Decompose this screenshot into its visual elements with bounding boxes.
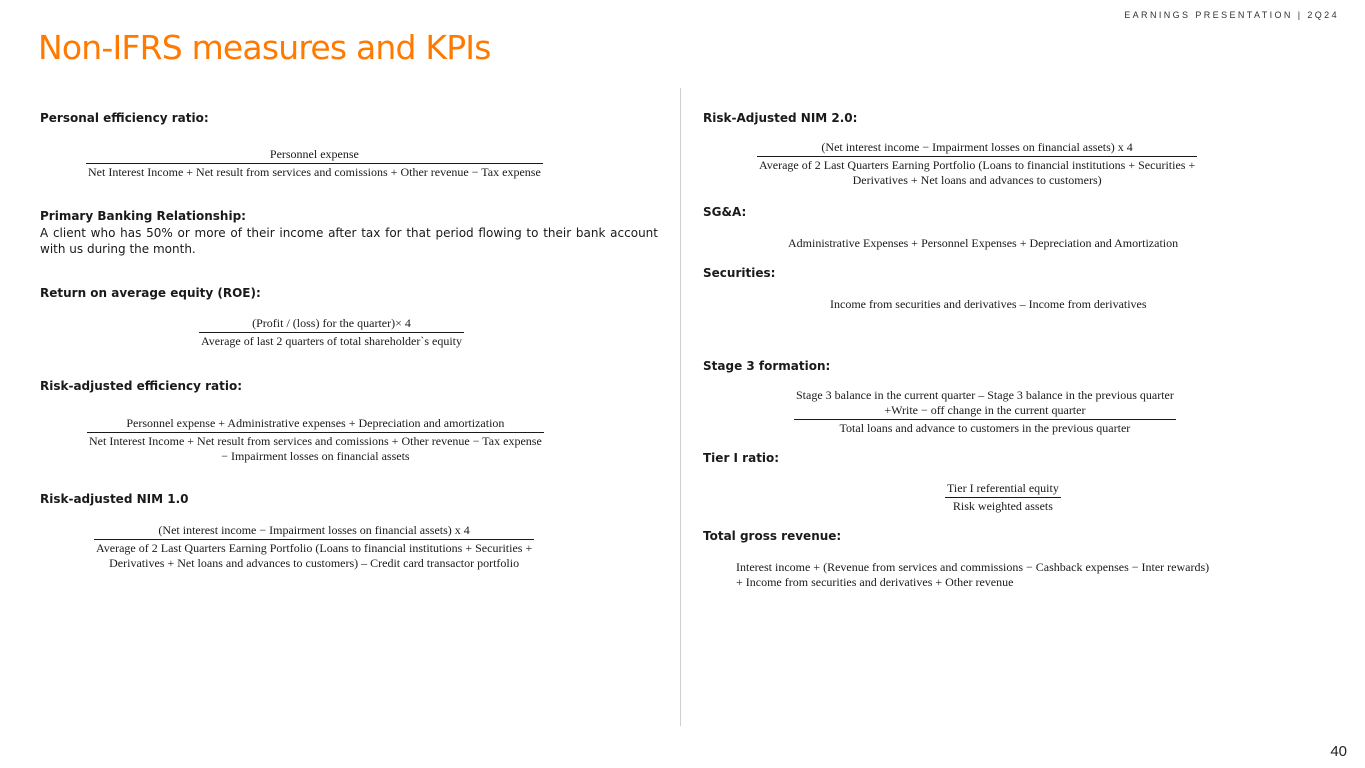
formula-numerator: (Profit / (loss) for the quarter)× 4 [252,316,411,330]
formula-denominator-line: Average of 2 Last Quarters Earning Portfolio (Loans to financial institutions + Securities + [96,541,533,555]
total-gross-revenue-formula-line: Interest income + (Revenue from services and commissions − Cashback expenses − Inter rewards) [736,560,1210,574]
column-divider [680,88,681,726]
formula-numerator: Tier I referential equity [947,481,1059,495]
total-gross-revenue-formula-line: + Income from securities and derivatives + Other revenue [736,575,1014,589]
tier-1-ratio-formula [945,481,1061,514]
page-number: 40 [1330,743,1347,760]
formula-numerator: Personnel expense [269,147,359,161]
formula-numerator: (Net interest income − Impairment losses on financial assets) x 4 [821,140,1133,154]
total-gross-revenue-label: Total gross revenue: [703,529,842,543]
personal-efficiency-label: Personal efficiency ratio: [40,111,209,125]
sga-label: SG&A: [703,205,747,219]
risk-adjusted-nim-1-formula [94,523,534,571]
risk-adjusted-nim-2-formula [757,140,1197,188]
formula-denominator-line: Net Interest Income + Net result from services and comissions + Other revenue − Tax expense [89,434,542,448]
formula-denominator: Net Interest Income + Net result from services and comissions + Other revenue − Tax expense [88,165,541,179]
presentation-tag: EARNINGS PRESENTATION | 2Q24 [1124,10,1339,20]
formula-denominator-line: Average of 2 Last Quarters Earning Portfolio (Loans to financial institutions + Securities + [759,158,1196,172]
formula-denominator-line: Derivatives + Net loans and advances to customers) – Credit card transactor portfolio [109,556,520,570]
page-title: Non-IFRS measures and KPIs [38,28,491,67]
formula-denominator: Risk weighted assets [952,499,1053,513]
securities-formula: Income from securities and derivatives – Income from derivatives [830,297,1147,311]
formula-denominator-line: − Impairment losses on financial assets [221,449,410,463]
formula-denominator: Average of last 2 quarters of total shareholder`s equity [201,334,463,348]
primary-banking-description: A client who has 50% or more of their income after tax for that period flowing to their bank account with us during the month. [40,226,658,256]
primary-banking-label: Primary Banking Relationship: [40,209,246,223]
risk-adjusted-nim-1-label: Risk-adjusted NIM 1.0 [40,492,189,506]
formula-numerator: Personnel expense + Administrative expenses + Depreciation and amortization [126,416,505,430]
roe-formula [199,316,464,349]
tier-1-ratio-label: Tier I ratio: [703,451,780,465]
stage-3-formation-formula [794,388,1176,436]
stage-3-formation-label: Stage 3 formation: [703,359,831,373]
formula-numerator: (Net interest income − Impairment losses on financial assets) x 4 [158,523,470,537]
risk-adjusted-nim-2-label: Risk-Adjusted NIM 2.0: [703,111,858,125]
sga-formula: Administrative Expenses + Personnel Expenses + Depreciation and Amortization [788,236,1179,250]
formula-denominator-line: Derivatives + Net loans and advances to customers) [852,173,1102,187]
securities-label: Securities: [703,266,776,280]
roe-label: Return on average equity (ROE): [40,286,261,300]
formula-numerator-line: Stage 3 balance in the current quarter – Stage 3 balance in the previous quarter [796,388,1174,402]
risk-adjusted-efficiency-formula [87,416,544,464]
formula-denominator: Total loans and advance to customers in the previous quarter [839,421,1131,435]
personal-efficiency-formula [86,147,543,180]
risk-adjusted-efficiency-label: Risk-adjusted efficiency ratio: [40,379,243,393]
formula-numerator-line: +Write − off change in the current quarter [884,403,1086,417]
